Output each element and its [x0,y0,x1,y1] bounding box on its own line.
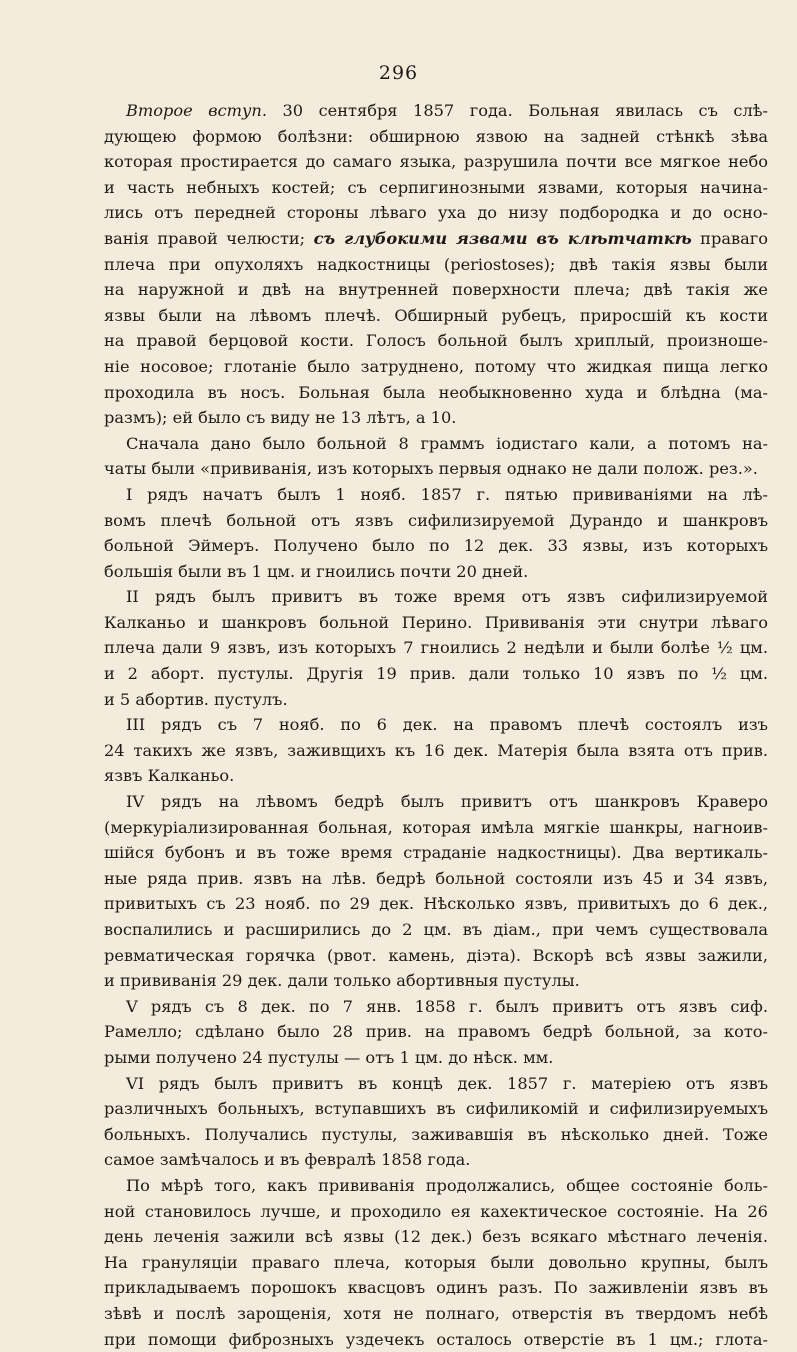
text-line: ванія правой челюсти; съ глубокими язвами въ клѣтчаткѣ праваго [104,226,768,252]
text-line: (меркуріализированная больная, которая имѣла мягкіе шанкры, нагноив- [104,815,768,841]
text-line: ной становилось лучше, и проходило ея кахектическое состояніе. На 26 [104,1199,768,1225]
text-line: ные ряда прив. язвъ на лѣв. бедрѣ больной состояли изъ 45 и 34 язвъ, [104,866,768,892]
text-line: язвъ Калканьо. [104,763,768,789]
text-line: плеча дали 9 язвъ, изъ которыхъ 7 гноились 2 недѣли и были болѣе ½ цм. [104,635,768,661]
text-line: при помощи фиброзныхъ уздечекъ осталось отверстіе въ 1 цм.; глота- [104,1327,768,1352]
text-line: V рядъ съ 8 дек. по 7 янв. 1858 г. былъ привитъ отъ язвъ сиф. [104,994,768,1020]
text-line: II рядъ былъ привитъ въ тоже время отъ язвъ сифилизируемой [104,584,768,610]
body-text [104,98,768,1352]
paragraph-5 [104,712,768,789]
text-line: зѣвѣ и послѣ зарощенія, хотя не полнаго, отверстія въ твердомъ небѣ [104,1301,768,1327]
text-line: больныхъ. Получались пустулы, заживавшія въ нѣсколько дней. Тоже [104,1122,768,1148]
text-line: лись отъ передней стороны лѣваго уха до низу подбородка и до осно- [104,200,768,226]
text-line: Рамелло; сдѣлано было 28 прив. на правомъ бедрѣ больной, за кото- [104,1019,768,1045]
page-number: 296 [0,62,797,84]
paragraph-9 [104,1173,768,1352]
text-line: ревматическая горячка (рвот. камень, діэта). Вскорѣ всѣ язвы зажили, [104,943,768,969]
text-line: ніе носовое; глотаніе было затруднено, потому что жидкая пища легко [104,354,768,380]
text-line: VI рядъ былъ привитъ въ концѣ дек. 1857 г. матеріею отъ язвъ [104,1071,768,1097]
text-line: больной Эймеръ. Получено было по 12 дек. 33 язвы, изъ которыхъ [104,533,768,559]
paragraph-3 [104,482,768,584]
text-line: I рядъ начатъ былъ 1 нояб. 1857 г. пятью прививаніями на лѣ- [104,482,768,508]
text-line: на правой берцовой кости. Голосъ больной былъ хриплый, произноше- [104,328,768,354]
text-line: большія были въ 1 цм. и гноились почти 20 дней. [104,559,768,585]
italic-lead: Второе вступ. [126,101,267,120]
text-line: вомъ плечѣ больной отъ язвъ сифилизируемой Дурандо и шанкровъ [104,508,768,534]
text-line: рыми получено 24 пустулы — отъ 1 цм. до нѣск. мм. [104,1045,768,1071]
paragraph-2 [104,431,768,482]
text-line: и 5 абортив. пустулъ. [104,687,768,713]
text-line: Калканьо и шанкровъ больной Перино. Прививанія эти снутри лѣваго [104,610,768,636]
text-line: дующею формою болѣзни: обширною язвою на задней стѣнкѣ зѣва [104,124,768,150]
text-line: которая простирается до самаго языка, разрушила почти все мягкое небо [104,149,768,175]
text-line: На грануляціи праваго плеча, которыя были довольно крупны, былъ [104,1250,768,1276]
text-line: проходила въ носъ. Больная была необыкновенно худа и блѣдна (ма- [104,380,768,406]
text-line: плеча при опухоляхъ надкостницы (periostoses); двѣ такія язвы были [104,252,768,278]
text-line: самое замѣчалось и въ февралѣ 1858 года. [104,1147,768,1173]
text-line: Сначала дано было больной 8 граммъ іодистаго кали, а потомъ на- [104,431,768,457]
paragraph-8 [104,1071,768,1173]
text-line: шійся бубонъ и въ тоже время страданіе надкостницы). Два вертикаль- [104,840,768,866]
text-line: различныхъ больныхъ, вступавшихъ въ сифиликомій и сифилизируемыхъ [104,1096,768,1122]
text-line: размъ); ей было съ виду не 13 лѣтъ, а 10. [104,405,768,431]
text-line: По мѣрѣ того, какъ прививанія продолжались, общее состояніе боль- [104,1173,768,1199]
text-line: язвы были на лѣвомъ плечѣ. Обширный рубецъ, приросшій къ кости [104,303,768,329]
text-line: 24 такихъ же язвъ, заживщихъ къ 16 дек. Матерія была взята отъ прив. [104,738,768,764]
text-line: и 2 аборт. пустулы. Другія 19 прив. дали только 10 язвъ по ½ цм. [104,661,768,687]
paragraph-1 [104,98,768,431]
paragraph-6 [104,789,768,994]
paragraph-4 [104,584,768,712]
text-line: воспалились и расширились до 2 цм. въ діам., при чемъ существовала [104,917,768,943]
text-line: чаты были «прививанія, изъ которыхъ первыя однако не дали полож. рез.». [104,456,768,482]
text-line: и прививанія 29 дек. дали только абортивныя пустулы. [104,968,768,994]
text-line: Второе вступ. 30 сентября 1857 года. Больная явилась съ слѣ- [104,98,768,124]
text-line: прикладываемъ порошокъ квасцовъ одинъ разъ. По заживленіи язвъ въ [104,1275,768,1301]
text-line: и часть небныхъ костей; съ серпигинозными язвами, которыя начина- [104,175,768,201]
text-line: привитыхъ съ 23 нояб. по 29 дек. Нѣсколько язвъ, привитыхъ до 6 дек., [104,891,768,917]
paragraph-7 [104,994,768,1071]
text-line: III рядъ съ 7 нояб. по 6 дек. на правомъ плечѣ состоялъ изъ [104,712,768,738]
text-line: IV рядъ на лѣвомъ бедрѣ былъ привитъ отъ шанкровъ Краверо [104,789,768,815]
text-line: день леченія зажили всѣ язвы (12 дек.) безъ всякаго мѣстнаго леченія. [104,1224,768,1250]
text-line: на наружной и двѣ на внутренней поверхности плеча; двѣ такія же [104,277,768,303]
emphasis-text: съ глубокими язвами въ клѣтчаткѣ [314,229,692,248]
